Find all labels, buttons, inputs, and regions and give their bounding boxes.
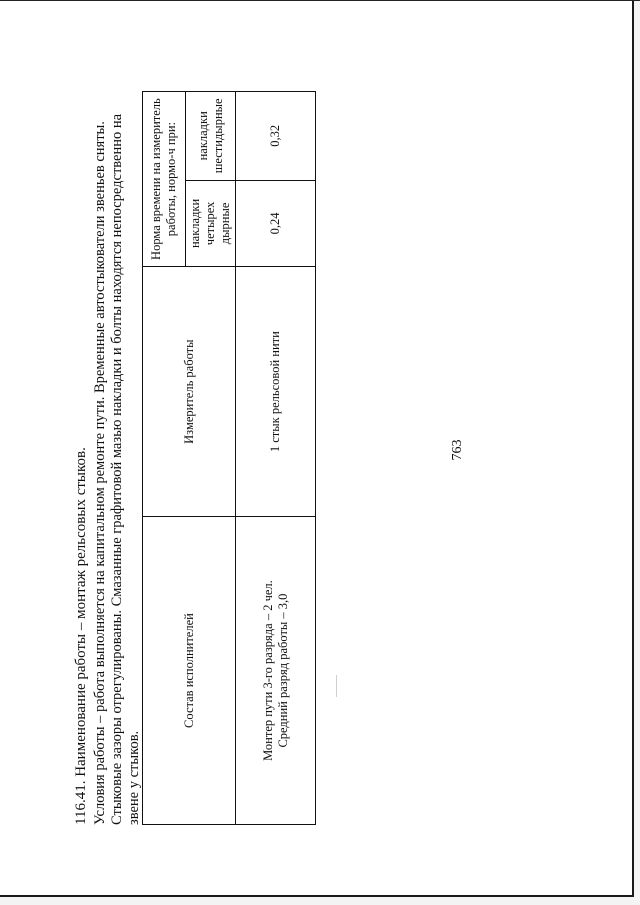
conditions-line-1: Условия работы – работа выполняется на капитальном ремонте пути. Временные автостыкователи звеньев сняты. xyxy=(92,121,108,825)
header-sostav: Состав исполнителей xyxy=(143,517,236,825)
norms-table xyxy=(142,91,316,825)
body-text xyxy=(70,35,143,825)
cell-value-6: 0,32 xyxy=(236,92,316,181)
table-row xyxy=(236,92,316,825)
table-header-row xyxy=(143,92,186,825)
sostav-line-1: Монтер пути 3-го разряда – 2 чел. xyxy=(260,580,275,761)
cell-value-4: 0,24 xyxy=(236,180,316,267)
header-nakladki-4: накладки четырех дырные xyxy=(186,180,236,267)
page-number: 763 xyxy=(450,439,465,461)
conditions-line-2: Стыковые зазоры отрегулированы. Смазанные графитовой мазью накладки и болты находятся непосредственно на xyxy=(109,113,125,825)
conditions-line-3: звене у стыков. xyxy=(126,730,142,825)
work-title-line: 116.41. Наименование работы – монтаж рельсовых стыков. xyxy=(73,447,89,825)
header-izmeritel: Измеритель работы xyxy=(143,267,236,517)
cell-sostav xyxy=(236,517,316,825)
rotated-content xyxy=(70,45,630,855)
header-nakladki-6: накладки шестидырные xyxy=(186,92,236,181)
header-norma: Норма времени на измеритель работы, нормо-ч при: xyxy=(143,92,186,267)
sostav-line-2: Средний разряд работы – 3,0 xyxy=(275,593,290,748)
page-top-edge xyxy=(0,0,640,1)
cell-izmeritel: 1 стык рельсовой нити xyxy=(236,267,316,517)
